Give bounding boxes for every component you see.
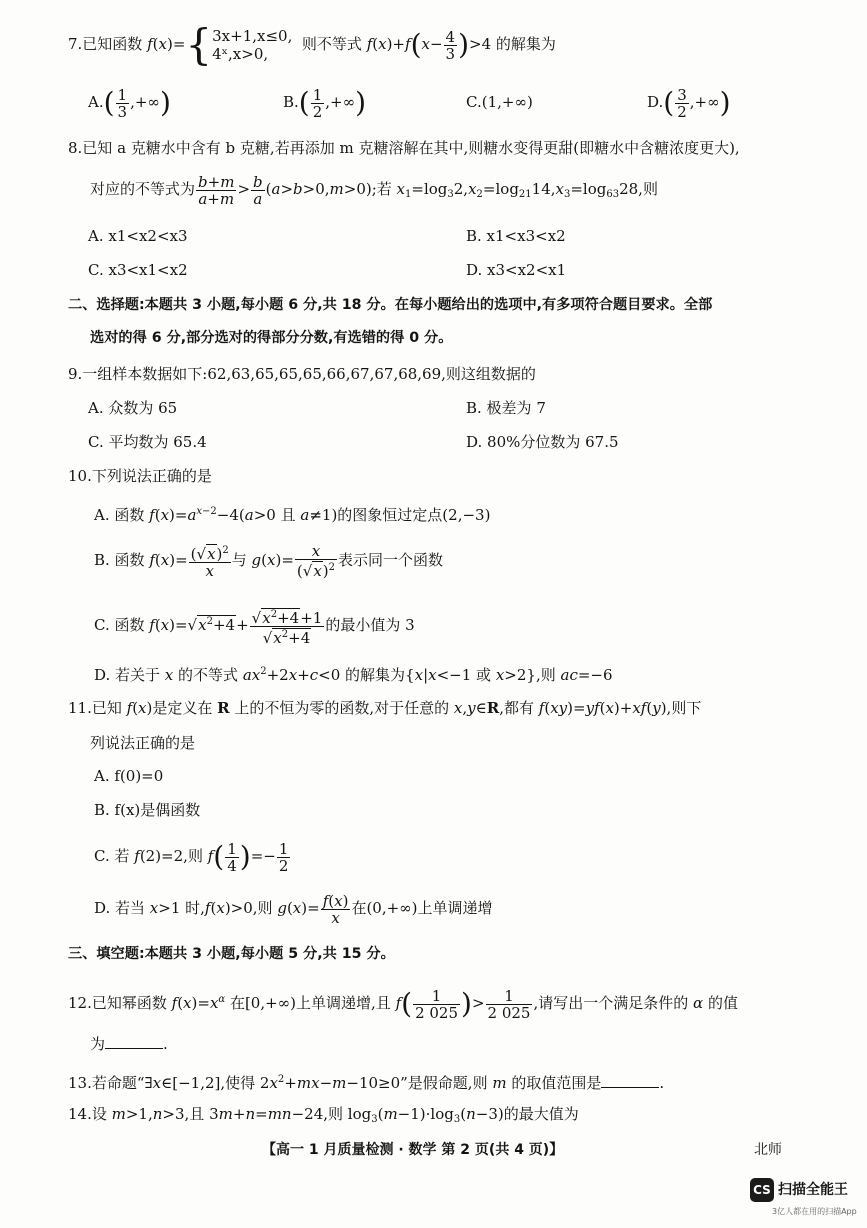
q7-option-c: C.(1,+∞) bbox=[466, 93, 533, 111]
q10-stem: 10.下列说法正确的是 bbox=[68, 467, 212, 485]
q9-option-c: C. 平均数为 65.4 bbox=[88, 433, 207, 451]
q12-line1: 12.已知幂函数 $f(x)=x^\alpha$ 在[0,+∞)上单调递增,且 f( $\frac{1}{2 025}$ )> $\frac{1}{2 025}$ ,请写出一个满足条件的 α 的值 bbox=[68, 986, 738, 1022]
q8-option-d: D. x3<x2<x1 bbox=[466, 261, 567, 279]
q8-option-c: C. x3<x1<x2 bbox=[88, 261, 188, 279]
q11-option-c: C. 若 f(2)=2,则 f( $\frac{1}{4}$ )=− $\frac{1}{2}$ bbox=[94, 839, 289, 875]
q8-line1: 8.已知 a 克糖水中含有 b 克糖,若再添加 m 克糖溶解在其中,则糖水变得更甜(即糖水中含糖浓度更大), bbox=[68, 139, 740, 157]
q10-option-c: C. 函数 $f(x)=√x^2+4+$ $\frac{√x^2+4+1}{√x^2+4}$ 的最小值为 3 bbox=[94, 608, 415, 647]
q11-option-d: D. 若当 x>1 时,f(x)>0,则 g(x)= $\frac{f(x)}{x}$ 在(0,+∞)上单调递增 bbox=[94, 891, 493, 927]
q13-answer-blank[interactable] bbox=[601, 1073, 659, 1088]
q11-option-b: B. f(x)是偶函数 bbox=[94, 801, 201, 819]
q10-option-b: B. 函数 f(x)= $\frac{(√x)^2}{x}$ 与 g(x)= $\frac{x}{(√x)^2}$ 表示同一个函数 bbox=[94, 542, 444, 580]
page-footer-title: 【高一 1 月质量检测 · 数学 第 2 页(共 4 页)】 bbox=[262, 1142, 564, 1158]
section3-heading: 三、填空题:本题共 3 小题,每小题 5 分,共 15 分。 bbox=[68, 946, 395, 962]
q8-option-a: A. x1<x2<x3 bbox=[88, 227, 188, 245]
q11-line1: 11.已知 f(x)是定义在 R 上的不恒为零的函数,对于任意的 x,y∈R,都有 f(xy)=yf(x)+xf(y),则下 bbox=[68, 699, 702, 717]
q10-option-a: A. 函数 $f(x)=a^{x-2}-4(a>0$ 且 a≠1)的图象恒过定点(2,−3) bbox=[94, 506, 491, 524]
q7-lead: 7.已知函数 bbox=[68, 35, 143, 53]
q8-option-b: B. x1<x3<x2 bbox=[466, 227, 566, 245]
q14: 14.设 m>1,n>3,且 3m+n=mn−24,则 $\log_3(m-1)\cdot\log_3(n-3)$的最大值为 bbox=[68, 1105, 579, 1125]
q8-line2: 对应的不等式为 $\frac{b+m}{a+m}$ > $\frac{b}{a}$ (a>b>0,m>0);若 $x_1=\log_32,x_2=\log_{21}14,x_3=\log_{63}28$,则 bbox=[90, 172, 658, 208]
scanner-app-name: 扫描全能王 bbox=[778, 1182, 848, 1198]
q9-option-d: D. 80%分位数为 67.5 bbox=[466, 433, 619, 451]
page-footer-tag: 北师 bbox=[754, 1142, 782, 1158]
q12-line2: 为 . bbox=[90, 1035, 168, 1053]
section2-heading-line1: 二、选择题:本题共 3 小题,每小题 6 分,共 18 分。在每小题给出的选项中,有多项符合题目要求。全部 bbox=[68, 297, 713, 313]
q7-piece2: 4ˣ,x>0, bbox=[212, 45, 269, 63]
q7-stem: 7.已知函数 f(x)={3x+1,x≤0, 4ˣ,x>0, 则不等式 f(x)+f(x− $\frac{4}{3}$ )>4 的解集为 bbox=[68, 20, 556, 69]
scanner-logo-icon: CS bbox=[750, 1178, 774, 1202]
q10-option-d: D. 若关于 x 的不等式 $ax^2+2x+c<0$ 的解集为{x|x<−1 或 x>2},则 ac=−6 bbox=[94, 666, 613, 684]
q7-piece1: 3x+1,x≤0, bbox=[212, 27, 293, 45]
q7-option-d: D.( $\frac{3}{2}$ ,+∞) bbox=[647, 85, 731, 121]
q11-option-a: A. f(0)=0 bbox=[94, 767, 164, 785]
q9-stem: 9.一组样本数据如下:62,63,65,65,65,66,67,67,68,69,则这组数据的 bbox=[68, 365, 536, 383]
q13: 13.若命题“∃x∈[−1,2],使得 $2x^2+mx-m-10\ge 0$”是假命题,则 m 的取值范围是 . bbox=[68, 1074, 665, 1092]
section2-heading-line2: 选对的得 6 分,部分选对的得部分分数,有选错的得 0 分。 bbox=[90, 330, 453, 346]
q9-option-b: B. 极差为 7 bbox=[466, 399, 546, 417]
q11-line2: 列说法正确的是 bbox=[90, 734, 196, 752]
q7-option-b: B.( $\frac{1}{2}$ ,+∞) bbox=[283, 85, 367, 121]
scanner-app-slogan: 3亿人都在用的扫描App bbox=[772, 1207, 857, 1216]
q12-answer-blank[interactable] bbox=[105, 1034, 163, 1049]
q7-option-a: A.( $\frac{1}{3}$ ,+∞) bbox=[88, 85, 171, 121]
q9-option-a: A. 众数为 65 bbox=[88, 399, 178, 417]
